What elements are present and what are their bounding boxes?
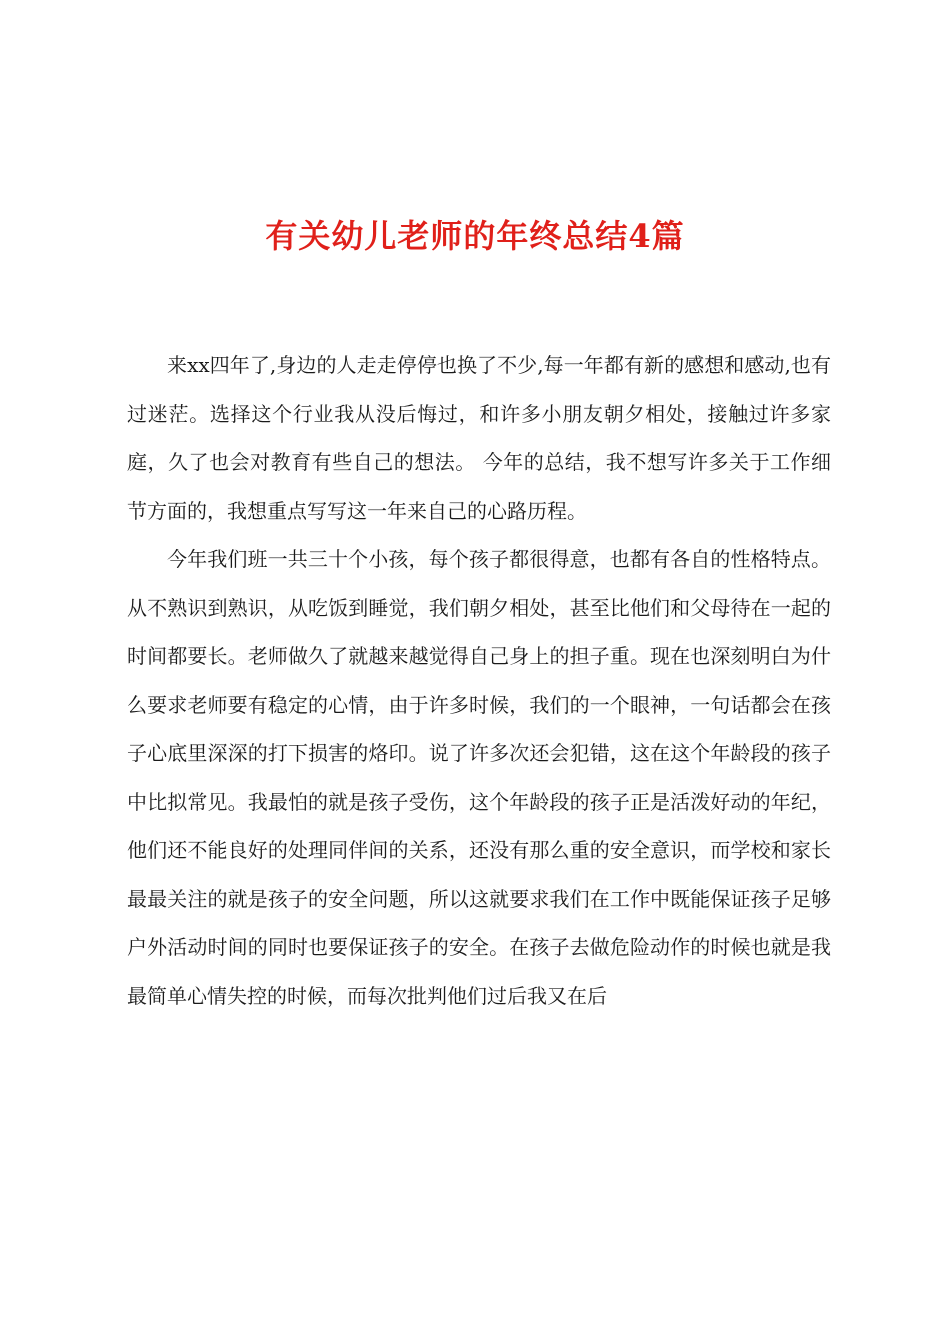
paragraph-2: 今年我们班一共三十个小孩，每个孩子都很得意，也都有各自的性格特点。从不熟识到熟识，从吃饭到睡觉，我们朝夕相处，甚至比他们和父母待在一起的时间都要长。老师做久了就越来越觉得自己身上的担子重。现在也深刻明白为什么要求老师要有稳定的心情，由于许多时候，我们的一个眼神，一句话都会在孩子心底里深深的打下损害的烙印。说了许多次还会犯错，这在这个年龄段的孩子中比拟常见。我最怕的就是孩子受伤，这个年龄段的孩子正是活泼好动的年纪，他们还不能良好的处理同伴间的关系，还没有那么重的安全意识，而学校和家长最最关注的就是孩子的安全问题，所以这就要求我们在工作中既能保证孩子足够户外活动时间的同时也要保证孩子的安全。在孩子去做危险动作的时候也就是我最简单心情失控的时候，而每次批判他们过后我又在后 bbox=[127, 547, 831, 1008]
paragraph-1: 来xx四年了,身边的人走走停停也换了不少,每一年都有新的感想和感动,也有过迷茫。选择这个行业我从没后悔过，和许多小朋友朝夕相处，接触过许多家庭，久了也会对教育有些自己的想法。 今年的总结，我不想写许多关于工作细节方面的，我想重点写写这一年来自己的心路历程。 bbox=[127, 353, 831, 523]
document-body bbox=[127, 341, 831, 1020]
document-title: 有关幼儿老师的年终总结4篇 bbox=[265, 217, 685, 255]
